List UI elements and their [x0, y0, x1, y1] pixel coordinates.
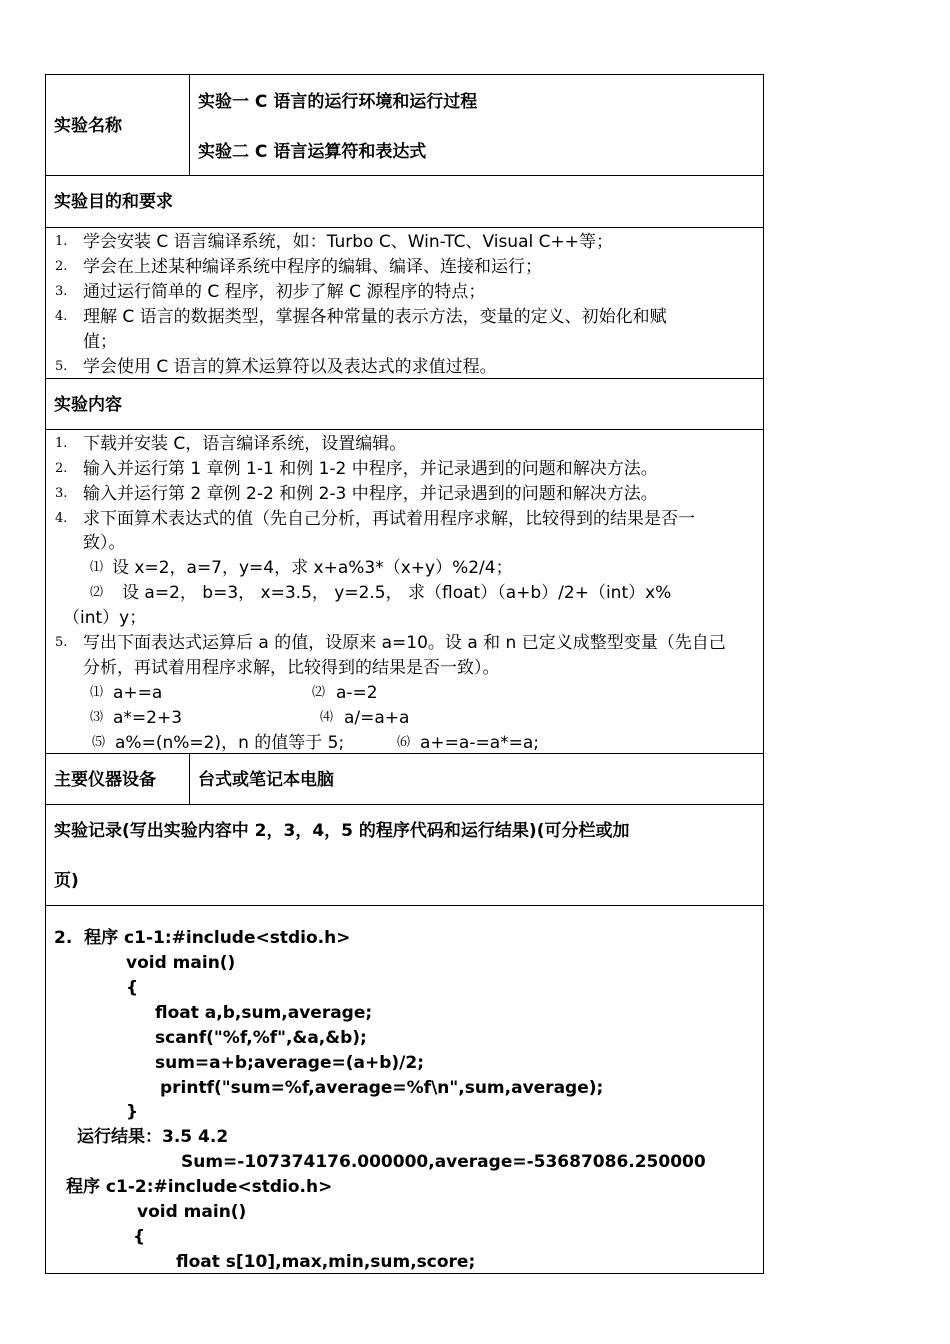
list-marker: 4. [55, 511, 68, 526]
equipment-row [46, 754, 763, 805]
code-row [46, 906, 763, 1273]
sub-marker: ⑷ [320, 710, 334, 725]
content-item: 输入并运行第 1 章例 1-1 和例 1-2 中程序，并记录遇到的问题和解决方法。 [83, 459, 658, 479]
code-line: void main() [126, 953, 236, 973]
objective-item-continuation: 值； [83, 332, 117, 352]
objective-item: 通过运行简单的 C 程序，初步了解 C 源程序的特点； [83, 282, 486, 302]
content-label: 实验内容 [54, 395, 122, 415]
column-divider [189, 754, 190, 804]
column-divider [189, 75, 190, 175]
code-line: float s[10],max,min,sum,score; [176, 1252, 476, 1272]
sub-marker: ⑵ [312, 685, 326, 700]
content-subitem: a/=a+a [344, 708, 410, 728]
sub-marker: ⑹ [397, 735, 411, 750]
content-subitem: a+=a-=a*=a; [420, 733, 540, 753]
list-marker: 2. [55, 461, 68, 476]
content-item: 写出下面表达式运算后 a 的值，设原来 a=10。设 a 和 n 已定义成整型变量（先自己 [83, 633, 726, 653]
objectives-label: 实验目的和要求 [54, 192, 173, 212]
code-line: float a,b,sum,average; [155, 1003, 373, 1023]
objective-item: 学会使用 C 语言的算术运算符以及表达式的求值过程。 [83, 357, 497, 377]
content-subitem: a*=2+3 [113, 708, 183, 728]
experiment-name-row [46, 75, 763, 176]
code-line: printf("sum=%f,average=%f\n",sum,average); [160, 1078, 604, 1098]
run-result-line: 运行结果：3.5 4.2 [77, 1127, 229, 1147]
content-header-row [46, 379, 763, 430]
content-list-row [46, 430, 763, 754]
code-line: void main() [137, 1202, 247, 1222]
objective-item: 学会安装 C 语言编译系统，如：Turbo C、Win-TC、Visual C++等； [83, 232, 613, 252]
record-label-line-1: 实验记录(写出实验内容中 2，3，4，5 的程序代码和运行结果)(可分栏或加 [54, 821, 630, 841]
content-subitem: a%=(n%=2)，n 的值等于 5; [115, 733, 345, 753]
objectives-header-row [46, 176, 763, 228]
content-item: 输入并运行第 2 章例 2-2 和例 2-3 中程序，并记录遇到的问题和解决方法。 [83, 484, 658, 504]
content-item: 下载并安装 C，语言编译系统，设置编辑。 [83, 434, 407, 454]
list-marker: 3. [55, 284, 68, 299]
sub-marker: ⑸ [92, 735, 106, 750]
experiment-2-title: 实验二 C 语言运算符和表达式 [198, 142, 427, 162]
objective-item: 理解 C 语言的数据类型，掌握各种常量的表示方法，变量的定义、初始化和赋 [83, 307, 667, 327]
code-line: { [133, 1227, 146, 1247]
content-subitem: 设 x=2，a=7，y=4，求 x+a%3*（x+y）%2/4； [112, 558, 513, 578]
sub-marker: ⑴ [90, 685, 104, 700]
code-line: sum=a+b;average=(a+b)/2; [155, 1053, 425, 1073]
code-line: { [126, 978, 139, 998]
code-line: 程序 c1-2:#include<stdio.h> [66, 1177, 333, 1197]
sub-marker: ⑶ [90, 710, 104, 725]
code-line: 2. 程序 c1-1:#include<stdio.h> [54, 928, 351, 948]
run-result-output: Sum=-107374176.000000,average=-53687086.250000 [181, 1152, 706, 1172]
record-label-line-2: 页) [54, 871, 79, 891]
objectives-list-row [46, 228, 763, 379]
list-marker: 4. [55, 309, 68, 324]
experiment-report-table [45, 74, 764, 1274]
content-subitem: a-=2 [336, 683, 378, 703]
sub-marker: ⑴ [90, 560, 104, 575]
experiment-1-title: 实验一 C 语言的运行环境和运行过程 [198, 92, 478, 112]
code-line: } [126, 1102, 139, 1122]
list-marker: 5. [55, 635, 68, 650]
content-subitem-continuation: （int）y； [63, 608, 147, 628]
content-subitem: 设 a=2， b=3， x=3.5， y=2.5， 求（float）（a+b）/2+（int）x% [122, 583, 672, 603]
list-marker: 1. [55, 436, 68, 451]
content-item-continuation: 致）。 [83, 533, 126, 553]
content-item: 求下面算术表达式的值（先自己分析，再试着用程序求解，比较得到的结果是否一 [83, 509, 695, 529]
equipment-value: 台式或笔记本电脑 [198, 770, 334, 790]
list-marker: 1. [55, 234, 68, 249]
equipment-label: 主要仪器设备 [54, 770, 156, 790]
code-line: scanf("%f,%f",&a,&b); [155, 1028, 367, 1048]
sub-marker: ⑵ [90, 585, 104, 600]
list-marker: 3. [55, 486, 68, 501]
experiment-name-label: 实验名称 [54, 116, 122, 136]
content-item-continuation: 分析，再试着用程序求解，比较得到的结果是否一致）。 [83, 658, 500, 678]
list-marker: 2. [55, 259, 68, 274]
record-header-row [46, 805, 763, 906]
content-subitem: a+=a [113, 683, 163, 703]
objective-item: 学会在上述某种编译系统中程序的编辑、编译、连接和运行； [83, 257, 542, 277]
list-marker: 5. [55, 359, 68, 374]
